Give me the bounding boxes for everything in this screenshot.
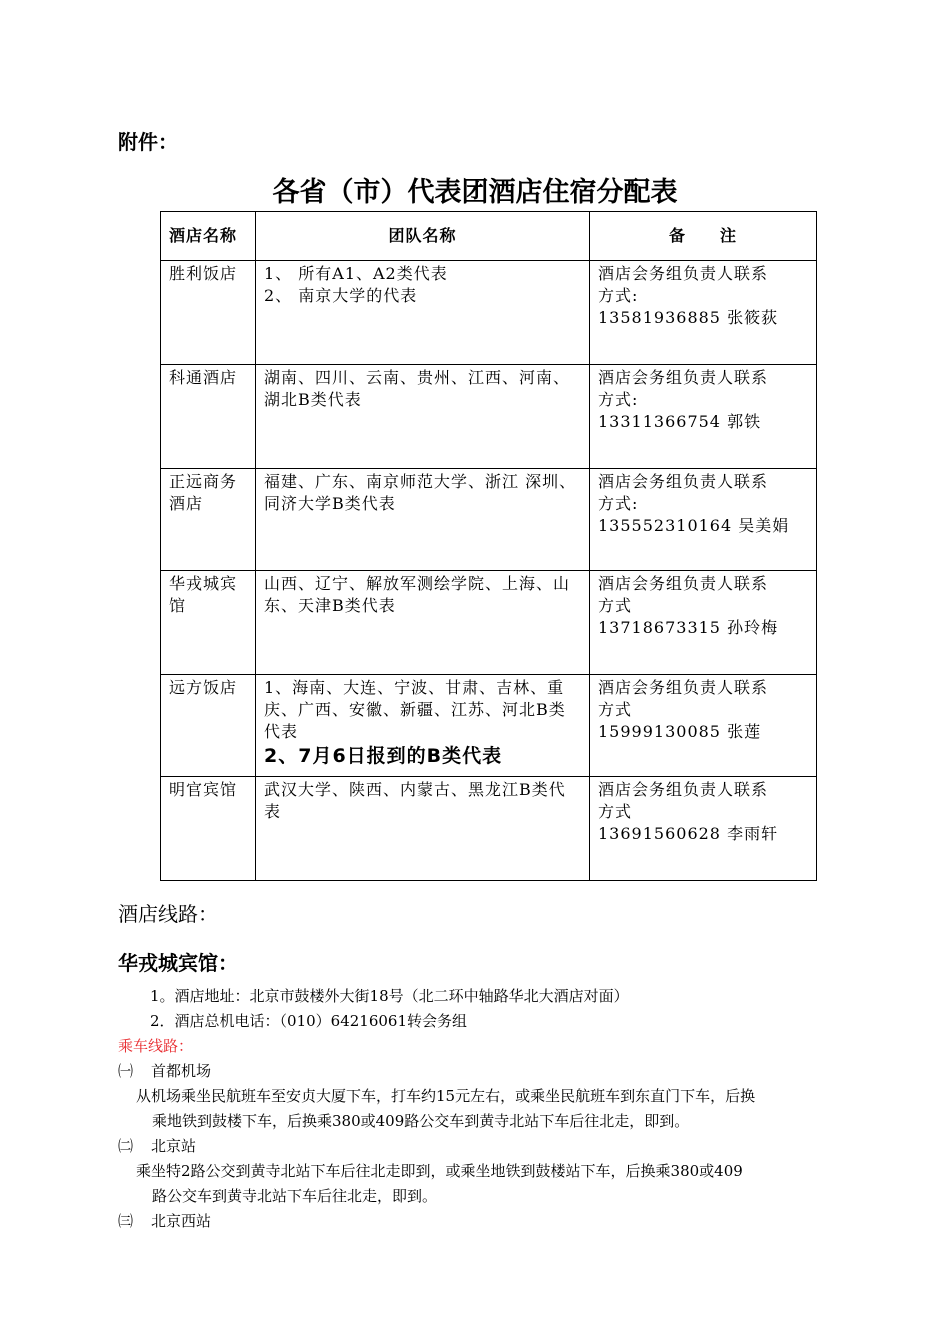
route-text-line: 乘地铁到鼓楼下车，后换乘380或409路公交车到黄寺北站下车后往北走，即到。 (152, 1112, 690, 1130)
hotel-phone: 2．酒店总机电话：（010）64216061转会务组 (150, 1012, 468, 1030)
route-name: 首都机场 (151, 1062, 212, 1080)
route-text-line: 从机场乘坐民航班车至安贞大厦下车，打车约15元左右，或乘坐民航班车到东直门下车，后换 (136, 1087, 756, 1105)
bus-route-label: 乘车线路： (118, 1037, 194, 1055)
route-marker: ㈢ (118, 1212, 134, 1230)
hotel-name: 胜利饭店 (161, 261, 256, 365)
note-line: 酒店会务组负责人联系 (598, 264, 769, 283)
team-line-bold: 2、7月6日报到的B类代表 (264, 745, 503, 767)
hotel-name: 科通酒店 (161, 365, 256, 469)
note-cell (590, 571, 817, 675)
hotel-address: 1。酒店地址：北京市鼓楼外大街18号（北二环中轴路华北大酒店对面） (150, 987, 629, 1005)
route-name: 北京西站 (151, 1212, 212, 1230)
team-cell: 湖南、四川、云南、贵州、江西、河南、湖北B类代表 (256, 365, 590, 469)
route-text-line: 乘坐特2路公交到黄寺北站下车后往北走即到，或乘坐地铁到鼓楼站下车，后换乘380或409 (136, 1162, 743, 1180)
note-cell (590, 777, 817, 881)
route-title (118, 1134, 196, 1159)
note-line: 酒店会务组负责人联系 (598, 574, 769, 593)
contact-phone: 13718673315 孙玲梅 (598, 618, 779, 637)
hotel-name: 华戎城宾馆 (161, 571, 256, 675)
note-cell (590, 469, 817, 571)
route-title (118, 1209, 211, 1234)
page-title: 各省（市）代表团酒店住宿分配表 (272, 177, 678, 208)
team-cell: 武汉大学、陕西、内蒙古、黑龙江B类代表 (256, 777, 590, 881)
note-line: 方式: (598, 494, 639, 513)
team-line: 1、 所有A1、A2类代表 (264, 264, 448, 283)
note-line: 方式: (598, 390, 639, 409)
note-line: 方式 (598, 700, 633, 719)
header-team: 团队名称 (256, 212, 590, 261)
table-row (161, 571, 817, 675)
attachment-label: 附件： (118, 130, 178, 154)
table-row (161, 777, 817, 881)
route-marker: ㈡ (118, 1137, 134, 1155)
hotel-name: 明官宾馆 (161, 777, 256, 881)
route-heading: 酒店线路： (118, 902, 218, 926)
note-line: 酒店会务组负责人联系 (598, 472, 769, 491)
note-line: 酒店会务组负责人联系 (598, 780, 769, 799)
hotel-heading: 华戎城宾馆： (118, 951, 238, 975)
hotel-name: 正远商务酒店 (161, 469, 256, 571)
team-cell (256, 675, 590, 777)
route-name: 北京站 (151, 1137, 197, 1155)
team-cell: 山西、辽宁、解放军测绘学院、上海、山东、天津B类代表 (256, 571, 590, 675)
route-marker: ㈠ (118, 1062, 134, 1080)
team-cell: 福建、广东、南京师范大学、浙江 深圳、同济大学B类代表 (256, 469, 590, 571)
contact-phone: 15999130085 张莲 (598, 722, 762, 741)
team-cell (256, 261, 590, 365)
table-row (161, 261, 817, 365)
route-text-line: 路公交车到黄寺北站下车后往北走，即到。 (152, 1187, 438, 1205)
contact-phone: 13311366754 郭铁 (598, 412, 762, 431)
table-row (161, 675, 817, 777)
contact-phone: 13581936885 张筱荻 (598, 308, 779, 327)
team-line: 1、海南、大连、宁波、甘肃、吉林、重庆、广西、安徽、新疆、江苏、河北B类代表 (264, 678, 566, 741)
header-hotel: 酒店名称 (161, 212, 256, 261)
hotel-allocation-table (160, 211, 817, 881)
note-cell (590, 261, 817, 365)
hotel-name: 远方饭店 (161, 675, 256, 777)
team-line: 2、 南京大学的代表 (264, 286, 418, 305)
table-header-row (161, 212, 817, 261)
table-row (161, 469, 817, 571)
note-cell (590, 365, 817, 469)
note-line: 方式 (598, 596, 633, 615)
note-line: 方式 (598, 802, 633, 821)
note-line: 酒店会务组负责人联系 (598, 368, 769, 387)
contact-phone: 13691560628 李雨轩 (598, 824, 779, 843)
note-line: 方式: (598, 286, 639, 305)
contact-phone: 135552310164 吴美娟 (598, 516, 790, 535)
header-note: 备 注 (590, 212, 817, 261)
route-title (118, 1059, 211, 1084)
table-row (161, 365, 817, 469)
note-line: 酒店会务组负责人联系 (598, 678, 769, 697)
note-cell (590, 675, 817, 777)
